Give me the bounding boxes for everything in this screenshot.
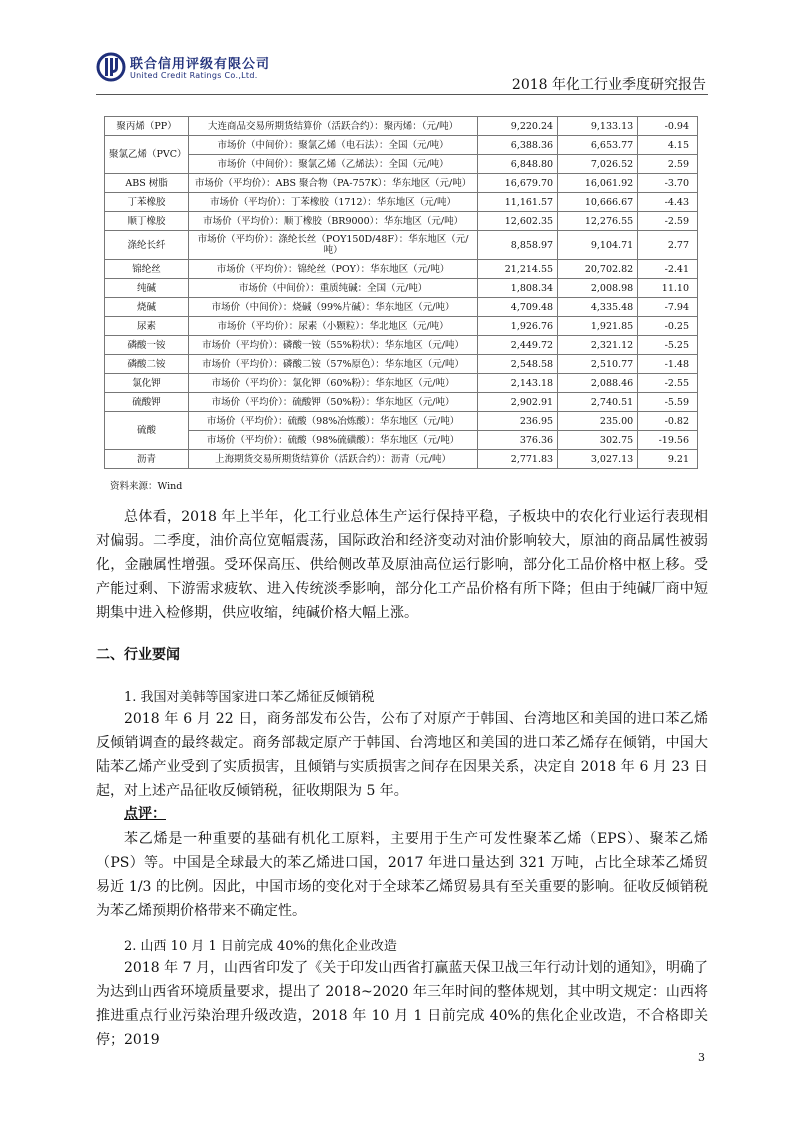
change-cell: 4.15: [638, 136, 698, 155]
company-name-cn: 联合信用评级有限公司: [130, 57, 271, 72]
change-cell: -5.25: [638, 336, 698, 355]
news-paragraph: 2018 年 6 月 22 日，商务部发布公告，公布了对原产于韩国、台湾地区和美国的进口苯乙烯反倾销调查的最终裁定。商务部裁定原产于韩国、台湾地区和美国的进口苯乙烯存在倾销，中国大陆苯乙烯产业受到了实质损害，且倾销与实质损害之间存在因果关系，决定自 2018 年 6 月 23 日起，对上述产品征收反倾销税，征收期限为 5 年。: [96, 711, 708, 799]
table-row: [105, 174, 698, 193]
table-row: [105, 212, 698, 231]
table-row: [105, 317, 698, 336]
change-cell: -0.94: [638, 117, 698, 136]
change-cell: -1.48: [638, 355, 698, 374]
table-row: [105, 355, 698, 374]
value-cell: 2,449.72: [478, 336, 558, 355]
change-cell: 2.77: [638, 231, 698, 260]
value-cell: 3,027.13: [558, 450, 638, 469]
indicator-cell: 市场价（平均价）：硫酸（98%冶炼酸）：华东地区（元/吨）: [189, 412, 478, 431]
table-row: [105, 193, 698, 212]
summary-paragraph: 总体看，2018 年上半年，化工行业总体生产运行保持平稳，子板块中的农化行业运行表现相对偏弱。二季度，油价高位宽幅震荡，国际政治和经济变动对油价影响较大，原油的商品属性被弱化，金融属性增强。受环保高压、供给侧改革及原油高位运行影响，部分化工品价格中枢上移。受产能过剩、下游需求疲软、进入传统淡季影响，部分化工产品价格有所下降；但由于纯碱厂商中短期集中进入检修期，供应收缩，纯碱价格大幅上涨。: [96, 509, 708, 621]
value-cell: 6,653.77: [558, 136, 638, 155]
value-cell: 302.75: [558, 431, 638, 450]
product-cell: 沥青: [105, 450, 189, 469]
product-cell: 磷酸二铵: [105, 355, 189, 374]
news-heading: 2. 山西 10 月 1 日前完成 40%的焦化企业改造: [124, 939, 397, 954]
indicator-cell: 市场价（中间价）：烧碱（99%片碱）：华东地区（元/吨）: [189, 298, 478, 317]
product-cell: 纯碱: [105, 279, 189, 298]
value-cell: 1,808.34: [478, 279, 558, 298]
indicator-cell: 市场价（平均价）：氯化钾（60%粉）：华东地区（元/吨）: [189, 374, 478, 393]
product-cell: ABS 树脂: [105, 174, 189, 193]
value-cell: 9,104.71: [558, 231, 638, 260]
table-source-note: 资料来源：Wind: [110, 481, 183, 492]
product-cell: 锦纶丝: [105, 260, 189, 279]
value-cell: 2,143.18: [478, 374, 558, 393]
company-name-en: United Credit Ratings Co.,Ltd.: [130, 71, 258, 80]
value-cell: 7,026.52: [558, 155, 638, 174]
value-cell: 9,133.13: [558, 117, 638, 136]
value-cell: 2,088.46: [558, 374, 638, 393]
indicator-cell: 市场价（平均价）：丁苯橡胶（1712）：华东地区（元/吨）: [189, 193, 478, 212]
table-row: [105, 298, 698, 317]
value-cell: 20,702.82: [558, 260, 638, 279]
value-cell: 2,740.51: [558, 393, 638, 412]
product-cell: 烧碱: [105, 298, 189, 317]
value-cell: 2,902.91: [478, 393, 558, 412]
change-cell: -0.82: [638, 412, 698, 431]
value-cell: 4,335.48: [558, 298, 638, 317]
table-row: [105, 279, 698, 298]
value-cell: 1,921.85: [558, 317, 638, 336]
product-cell: 尿素: [105, 317, 189, 336]
value-cell: 2,008.98: [558, 279, 638, 298]
indicator-cell: 市场价（平均价）：顺丁橡胶（BR9000）：华东地区（元/吨）: [189, 212, 478, 231]
table-row: [105, 136, 698, 155]
value-cell: 16,679.70: [478, 174, 558, 193]
change-cell: -5.59: [638, 393, 698, 412]
product-cell: 磷酸一铵: [105, 336, 189, 355]
indicator-cell: 市场价（平均价）：硫酸钾（50%粉）：华东地区（元/吨）: [189, 393, 478, 412]
table-row: [105, 393, 698, 412]
change-cell: 9.21: [638, 450, 698, 469]
indicator-cell: 市场价（中间价）：聚氯乙烯（乙烯法）：全国（元/吨）: [189, 155, 478, 174]
indicator-cell: 市场价（平均价）：磷酸二铵（57%原色）：华东地区（元/吨）: [189, 355, 478, 374]
table-row: [105, 260, 698, 279]
value-cell: 376.36: [478, 431, 558, 450]
report-title: 2018 年化工行业季度研究报告: [511, 77, 706, 93]
change-cell: -19.56: [638, 431, 698, 450]
value-cell: 2,510.77: [558, 355, 638, 374]
change-cell: -2.41: [638, 260, 698, 279]
indicator-cell: 市场价（平均价）：硫酸（98%硫磺酸）：华东地区（元/吨）: [189, 431, 478, 450]
value-cell: 2,321.12: [558, 336, 638, 355]
product-cell: 涤纶长纤: [105, 231, 189, 260]
table-row: [105, 431, 698, 450]
price-table: [104, 116, 698, 469]
change-cell: -7.94: [638, 298, 698, 317]
section-heading: 二、行业要闻: [96, 647, 180, 663]
value-cell: 12,602.35: [478, 212, 558, 231]
comment-paragraph: 苯乙烯是一种重要的基础有机化工原料，主要用于生产可发性聚苯乙烯（EPS）、聚苯乙烯（PS）等。中国是全球最大的苯乙烯进口国，2017 年进口量达到 321 万吨，占比全球苯乙烯贸易近 1/3 的比例。因此，中国市场的变化对于全球苯乙烯贸易具有至关重要的影响。征收反倾销税为苯乙烯预期价格带来不确定性。: [96, 831, 708, 919]
change-cell: -4.43: [638, 193, 698, 212]
indicator-cell: 上海期货交易所期货结算价（活跃合约）：沥青（元/吨）: [189, 450, 478, 469]
product-cell: 丁苯橡胶: [105, 193, 189, 212]
product-cell: 硫酸钾: [105, 393, 189, 412]
product-cell: 硫酸: [105, 412, 189, 450]
indicator-cell: 大连商品交易所期货结算价（活跃合约）：聚丙烯：（元/吨）: [189, 117, 478, 136]
company-logo-icon: [96, 52, 126, 82]
value-cell: 6,848.80: [478, 155, 558, 174]
table-row: [105, 450, 698, 469]
indicator-cell: 市场价（中间价）：重质纯碱：全国（元/吨）: [189, 279, 478, 298]
indicator-cell: 市场价（平均价）：尿素（小颗粒）：华北地区（元/吨）: [189, 317, 478, 336]
indicator-cell: 市场价（平均价）：ABS 聚合物（PA-757K）：华东地区（元/吨）: [189, 174, 478, 193]
table-row: [105, 374, 698, 393]
table-row: [105, 117, 698, 136]
indicator-cell: 市场价（平均价）：磷酸一铵（55%粉状）：华东地区（元/吨）: [189, 336, 478, 355]
product-cell: 聚氯乙烯（PVC）: [105, 136, 189, 174]
change-cell: 2.59: [638, 155, 698, 174]
value-cell: 4,709.48: [478, 298, 558, 317]
table-row: [105, 155, 698, 174]
value-cell: 6,388.36: [478, 136, 558, 155]
change-cell: -2.55: [638, 374, 698, 393]
value-cell: 236.95: [478, 412, 558, 431]
value-cell: 2,771.83: [478, 450, 558, 469]
news-paragraph: 2018 年 7 月，山西省印发了《关于印发山西省打赢蓝天保卫战三年行动计划的通知》，明确了为达到山西省环境质量要求，提出了 2018~2020 年三年时间的整体规划，其中明文规定：山西将推进重点行业污染治理升级改造，2018 年 10 月 1 日前完成 40%的焦化企业改造，不合格即关停；2019: [96, 960, 708, 1048]
value-cell: 11,161.57: [478, 193, 558, 212]
change-cell: -0.25: [638, 317, 698, 336]
value-cell: 8,858.97: [478, 231, 558, 260]
value-cell: 10,666.67: [558, 193, 638, 212]
indicator-cell: 市场价（平均价）：涤纶长丝（POY150D/48F）：华东地区（元/吨）: [189, 231, 478, 260]
indicator-cell: 市场价（中间价）：聚氯乙烯（电石法）：全国（元/吨）: [189, 136, 478, 155]
table-row: [105, 412, 698, 431]
page-number: 3: [698, 1051, 705, 1064]
value-cell: 1,926.76: [478, 317, 558, 336]
change-cell: -3.70: [638, 174, 698, 193]
value-cell: 12,276.55: [558, 212, 638, 231]
change-cell: 11.10: [638, 279, 698, 298]
value-cell: 9,220.24: [478, 117, 558, 136]
comment-label: 点评：: [124, 806, 166, 822]
value-cell: 16,061.92: [558, 174, 638, 193]
page-header: [96, 48, 708, 95]
product-cell: 顺丁橡胶: [105, 212, 189, 231]
table-row: [105, 231, 698, 260]
value-cell: 2,548.58: [478, 355, 558, 374]
change-cell: -2.59: [638, 212, 698, 231]
product-cell: 氯化钾: [105, 374, 189, 393]
indicator-cell: 市场价（平均价）：锦纶丝（POY）：华东地区（元/吨）: [189, 260, 478, 279]
table-row: [105, 336, 698, 355]
news-heading: 1. 我国对美韩等国家进口苯乙烯征反倾销税: [124, 690, 375, 705]
value-cell: 235.00: [558, 412, 638, 431]
product-cell: 聚丙烯（PP）: [105, 117, 189, 136]
value-cell: 21,214.55: [478, 260, 558, 279]
